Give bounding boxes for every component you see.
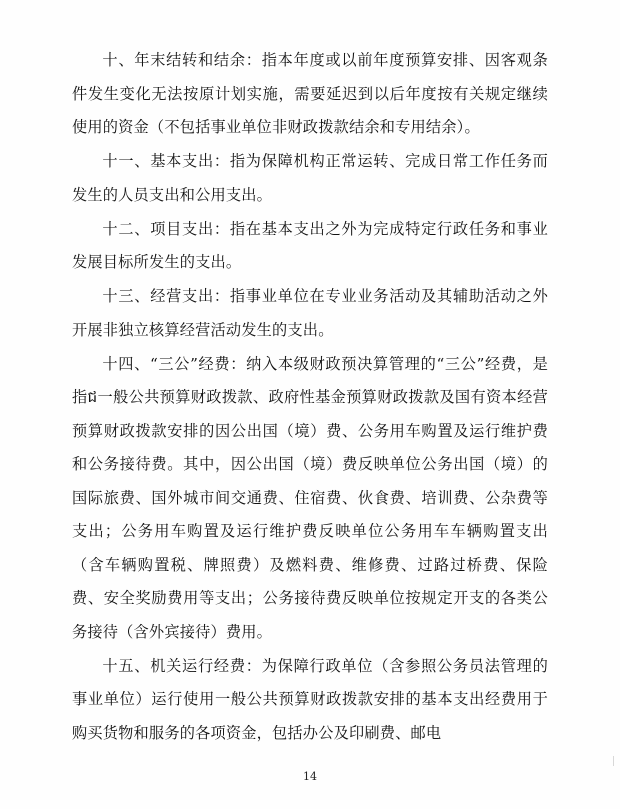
scan-edge-mark: [613, 756, 614, 766]
page-number: 14: [303, 770, 317, 783]
paragraph-14: 十四、“三公”经费：纳入本级财政预决算管理的“三公”经费，是指ជ一般公共预算财政拨款、政府性基金预算财政拨款及国有资本经营预算财政拨款安排的因公出国（境）费、公务用车购置及运行维护费和公务接待费。其中，因公出国（境）费反映单位公务出国（境）的国际旅费、国外城市间交通费、住宿费、伙食费、培训费、公杂费等支出；公务用车购置及运行维护费反映单位公务用车车辆购置支出（含车辆购置税、牌照费）及燃料费、维修费、过路过桥费、保险费、安全奖励费用等支出；公务接待费反映单位按规定开支的各类公务接待（含外宾接待）费用。: [72, 354, 548, 641]
paragraph-13: 十三、经营支出：指事业单位在专业业务活动及其辅助活动之外开展非独立核算经营活动发生的支出。: [72, 287, 548, 339]
paragraph-15: 十五、机关运行经费：为保障行政单位（含参照公务员法管理的事业单位）运行使用一般公共预算财政拨款安排的基本支出经费用于购买货物和服务的各项资金，包括办公及印刷费、邮电: [72, 656, 548, 742]
page-body-text: [72, 44, 548, 751]
paragraph-10: 十、年末结转和结余：指本年度或以前年度预算安排、因客观条件发生变化无法按原计划实施，需要延迟到以后年度按有关规定继续使用的资金（不包括事业单位非财政拨款结余和专用结余）。: [72, 51, 548, 136]
paragraph-12: 十二、项目支出：指在基本支出之外为完成特定行政任务和事业发展目标所发生的支出。: [72, 219, 548, 271]
paragraph-11: 十一、基本支出：指为保障机构正常运转、完成日常工作任务而发生的人员支出和公用支出。: [72, 152, 548, 204]
